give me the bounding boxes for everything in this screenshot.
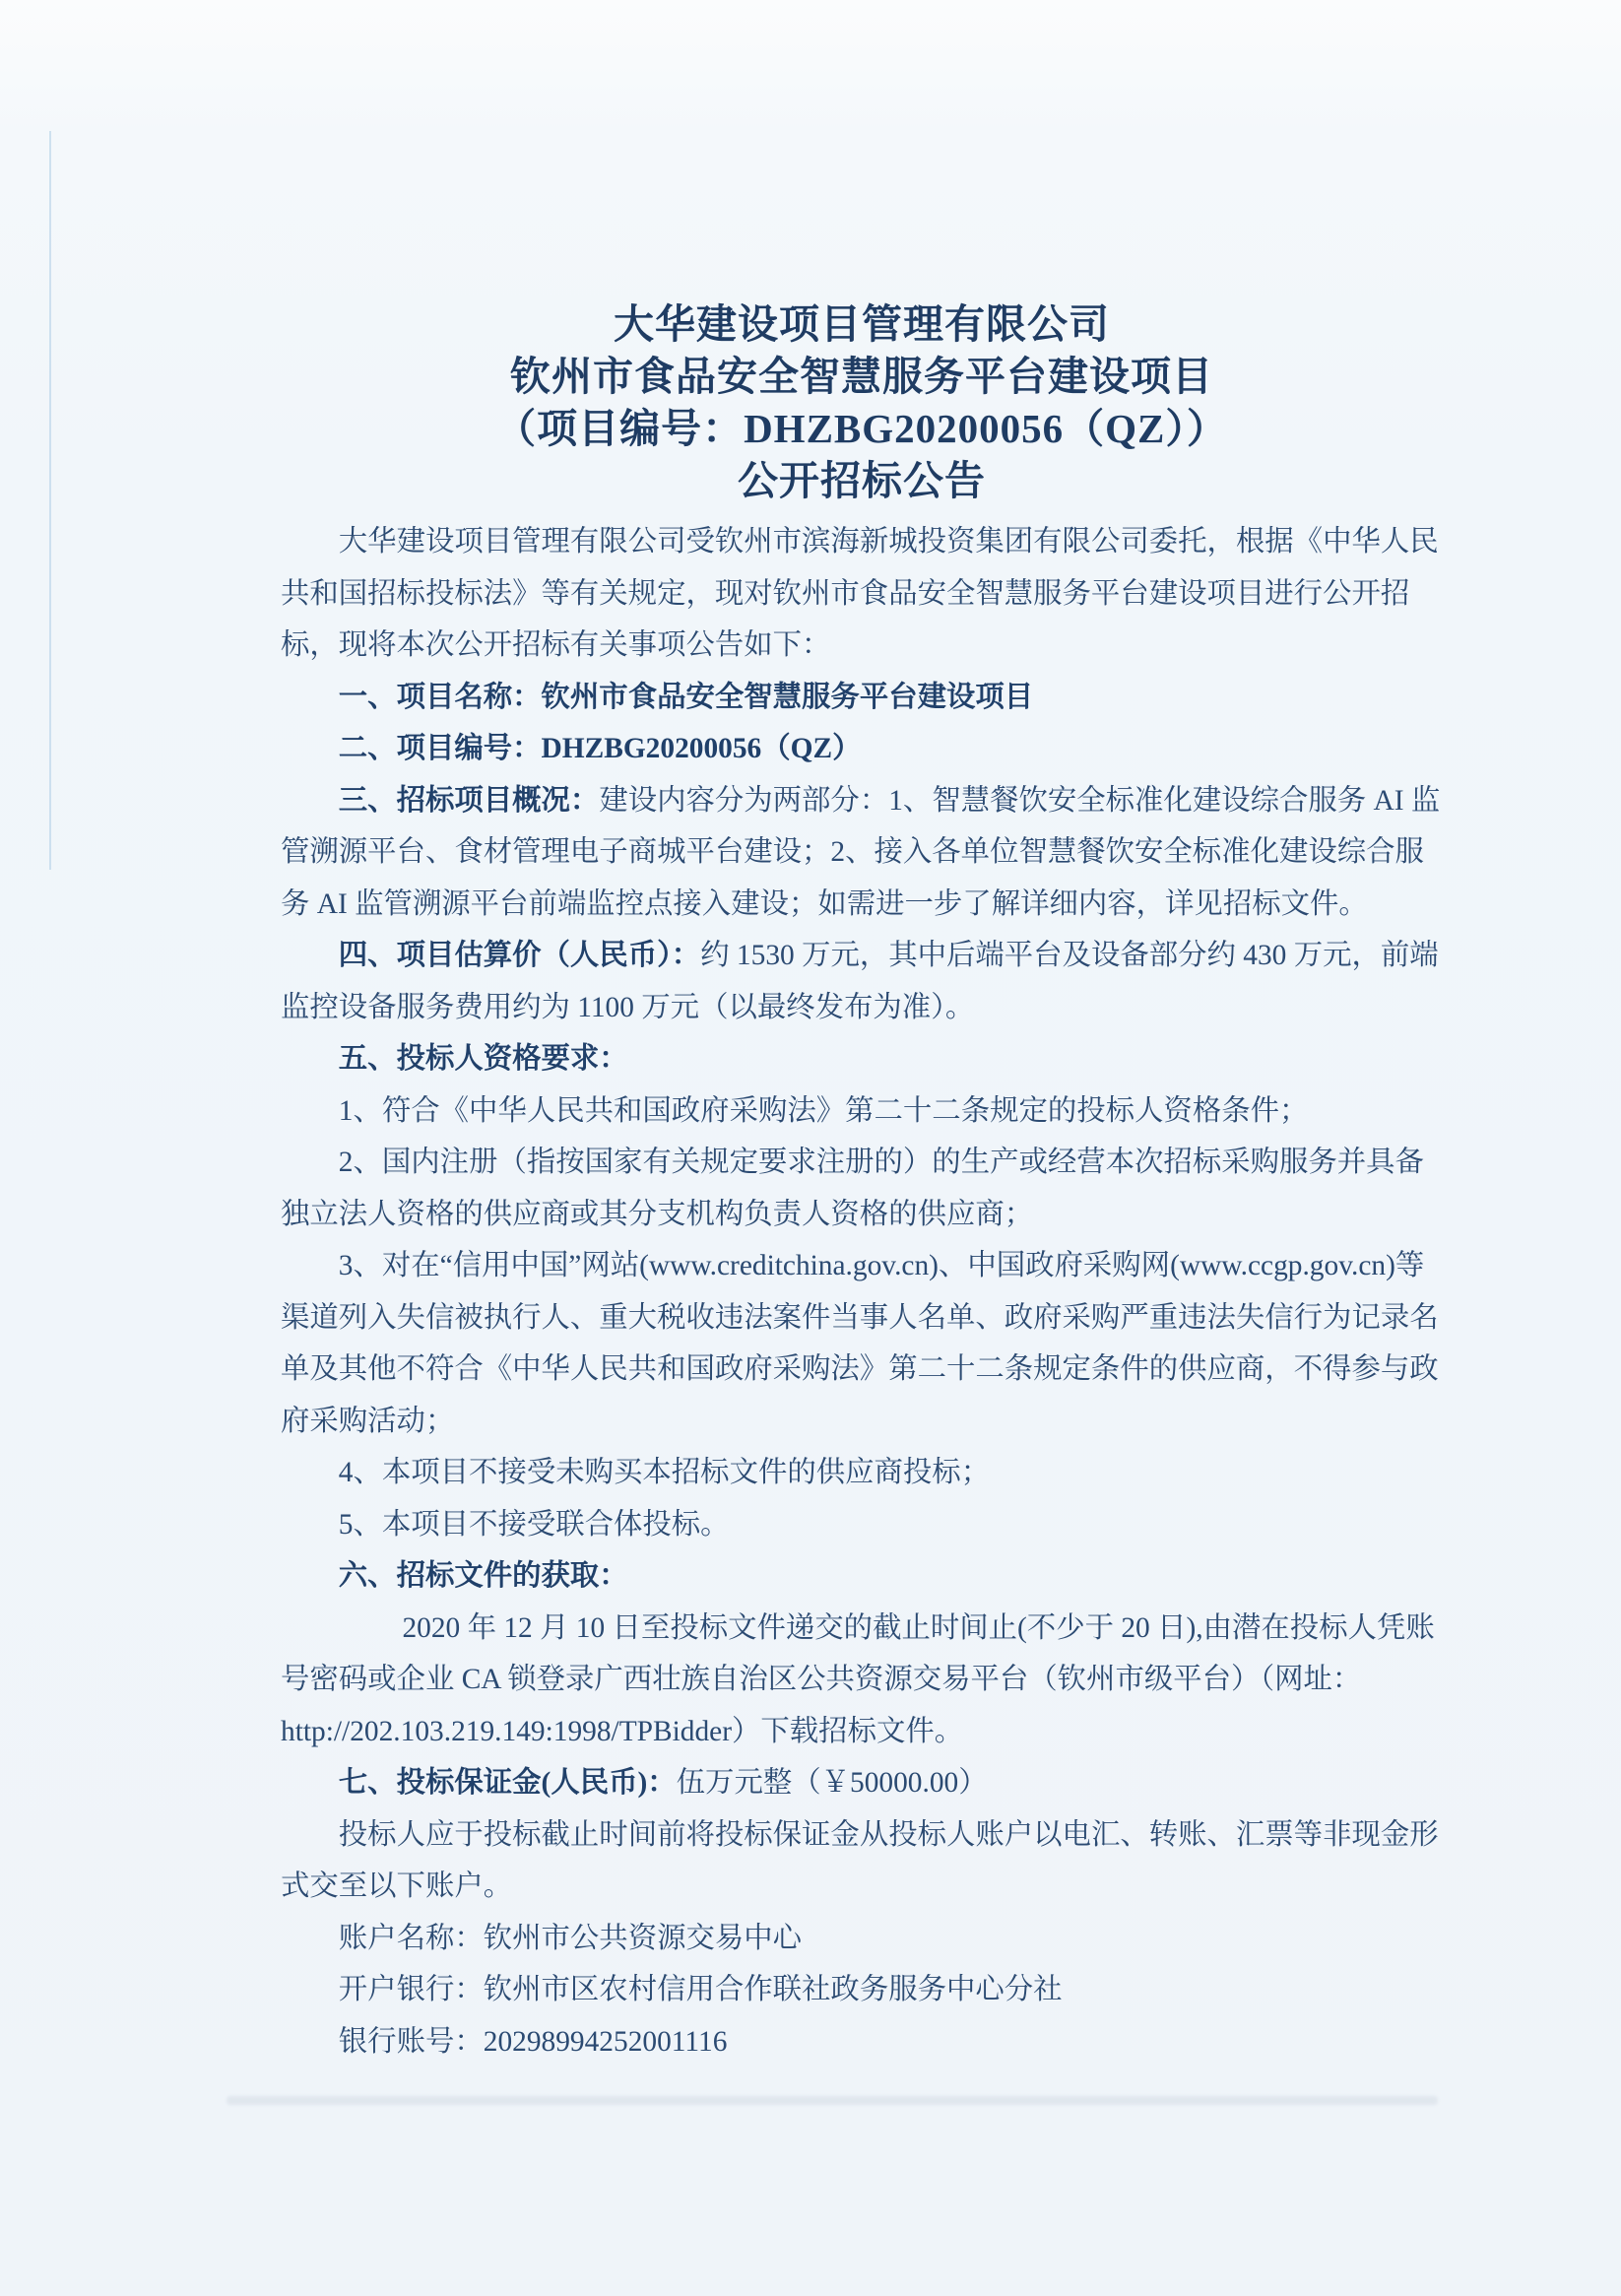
item-5-sub-1: 1、符合《中华人民共和国政府采购法》第二十二条规定的投标人资格条件；: [338, 1094, 1309, 1127]
bank-name-line: 开户银行：钦州市区农村信用合作联社政务服务中心分社: [338, 1974, 1063, 2005]
account-name-line: 账户名称：钦州市公共资源交易中心: [338, 1922, 803, 1954]
item-4-text: 约 1530 万元，其中后端平台及设备部分约 430 万元，前端监控设备服务费用约为 1100 万元（以最终发布为准）。: [281, 940, 1439, 1023]
item-5-sub-5: 5、本项目不接受联合体投标。: [338, 1508, 730, 1541]
item-7-bid-bond: [281, 1757, 1443, 1809]
item-6-document-acquisition: [281, 1550, 1443, 1603]
paragraph-intro: [281, 516, 1443, 672]
item-1-project-name: [281, 672, 1443, 724]
item-4-estimated-price: [281, 930, 1443, 1033]
item-5-bidder-qualifications: [281, 1033, 1443, 1085]
bid-bond-payment-note: 投标人应于投标截止时间前将投标保证金从投标人账户以电汇、转账、汇票等非现金形式交至以下账户。: [281, 1818, 1439, 1902]
item-7-heading: 七、投标保证金(人民币)：: [338, 1767, 677, 1799]
item-2-project-number: [281, 723, 1443, 775]
item-5-sub-2: 2、国内注册（指按国家有关规定要求注册的）的生产或经营本次招标采购服务并具备独立法人资格的供应商或其分支机构负责人资格的供应商；: [281, 1147, 1424, 1230]
item-7-text: 伍万元整（￥50000.00）: [676, 1767, 988, 1799]
document-title: [281, 298, 1443, 507]
title-notice-type-line: 公开招标公告: [738, 458, 986, 503]
bank-account-number-line: 银行账号：20298994252001116: [338, 2025, 728, 2058]
paragraph-intro-text: 大华建设项目管理有限公司受钦州市滨海新城投资集团有限公司委托，根据《中华人民共和国招标投标法》等有关规定，现对钦州市食品安全智慧服务平台建设项目进行公开招标，现将本次公开招标有关事项公告如下：: [281, 526, 1439, 661]
title-project-line: 钦州市食品安全智慧服务平台建设项目: [510, 354, 1213, 399]
title-project-number-line: （项目编号：DHZBG20200056（QZ））: [495, 406, 1228, 451]
item-6-heading: 六、招标文件的获取：: [338, 1560, 628, 1592]
item-2-heading: 二、项目编号：DHZBG20200056（QZ）: [338, 733, 862, 764]
item-5-heading: 五、投标人资格要求：: [338, 1043, 628, 1075]
title-company-line: 大华建设项目管理有限公司: [614, 301, 1110, 347]
item-3-text: 建设内容分为两部分：1、智慧餐饮安全标准化建设综合服务 AI 监管溯源平台、食材管理电子商城平台建设；2、接入各单位智慧餐饮安全标准化建设综合服务 AI 监管溯源平台前端监控点接入建设；如需进一步了解详细内容，详见招标文件。: [281, 784, 1441, 920]
item-4-heading: 四、项目估算价（人民币）：: [338, 940, 701, 971]
item-5-sub-3: 3、对在“信用中国”网站(www.creditchina.gov.cn)、中国政府采购网(www.ccgp.gov.cn)等渠道列入失信被执行人、重大税收违法案件当事人名单、政府采购严重违法失信行为记录名单及其他不符合《中华人民共和国政府采购法》第二十二条规定条件的供应商，不得参与政府采购活动；: [281, 1250, 1439, 1437]
document-body: [281, 516, 1443, 2067]
item-6-acquisition-details: 2020 年 12 月 10 日至投标文件递交的截止时间止(不少于 20 日),由潜在投标人凭账号密码或企业 CA 锁登录广西壮族自治区公共资源交易平台（钦州市级平台）（网址：http://202.103.219.149:1998/TPBidder）下载招标文件。: [281, 1611, 1435, 1747]
item-3-heading: 三、招标项目概况：: [338, 784, 600, 817]
item-1-heading: 一、项目名称：钦州市食品安全智慧服务平台建设项目: [338, 681, 1034, 713]
item-5-sub-4: 4、本项目不接受未购买本招标文件的供应商投标；: [338, 1457, 991, 1488]
item-3-project-overview: [281, 775, 1443, 931]
